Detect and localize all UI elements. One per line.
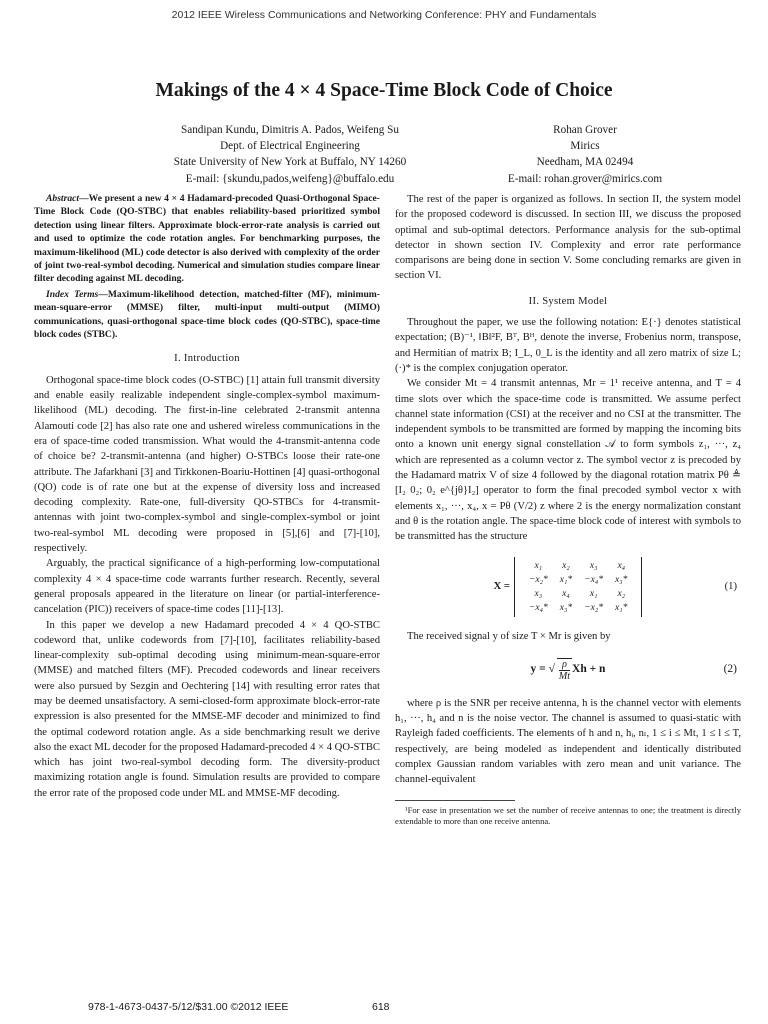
equation-2-lhs: y = (530, 663, 546, 676)
abstract-label: Abstract (46, 193, 80, 204)
sqrt-argument (557, 658, 572, 682)
intro-paragraph: Orthogonal space-time block codes (O-STBC) [1] attain full transmit diversity and enable easily realizable independent single-complex-symbol maximum-likelihood (ML) decoding. The first-in-line celebrated 2-transmit antenna Alamouti code [2] has also rate one and ushered wireless communications in the era of space-time coded transmission. What would the 4-transmit-antenna code of choice be? 2-transmit-antenna (and higher) O-STBCs loose their rate-one attribute. The Jafarkhani [3] and Tirkkonen-Boariu-Hottinen [4] quasi-orthogonal (QO) code is of rate one but at the expense of diversity loss and increased decoding complexity. Rate-one, full-diversity QO-STBCs for 4-transmit-antennas with joint two-complex-symbol and single-complex-symbol or joint two-real-symbol ML decoding were proposed in [5],[6] and [7]-[10], respectively. (34, 374, 380, 555)
right-column (395, 192, 741, 828)
intro-paragraph: In this paper we develop a new Hadamard precoded 4 × 4 QO-STBC codeword that, unlike codewords from [7]-[10], facilitates reliability-based linear-complexity sub-optimal decoding using minimum-mean-square-error (MMSE) and matched filters (MF). Precoded codewords and linear receivers were also pursued by Sezgin and Oechtering [14] with resulting error rates that may be deemed unsatisfactory. A semi-closed-form approximate block-error-rate expression is also presented for the MMSE-MF decoder and minimized to find the optimal codeword rotation angle. As a side benchmarking result we derive also the exact ML decoder for the proposed Hadamard-precoded 4 × 4 QO-STBC which has joint two-real-symbol decoding form. The diversity-product maximizing rotation angle is found. Simulation results are provided to compare the error rate of the proposed code under ML and MMSE-MF decoding. (34, 619, 380, 799)
matrix-cell: x₄ (562, 587, 570, 599)
abstract (34, 192, 380, 341)
matrix-cell: x₃* (559, 601, 573, 613)
matrix-row (523, 587, 634, 601)
equation-2 (395, 650, 741, 690)
fraction (559, 659, 570, 682)
matrix-cell: x₃ (534, 587, 543, 599)
codeword-matrix (514, 557, 643, 617)
matrix-cell: x₁* (615, 601, 628, 613)
matrix-row (523, 573, 634, 587)
index-terms-label: Index Terms (46, 288, 99, 300)
received-signal-paragraph: The received signal y of size T × Mr is given by (407, 630, 611, 642)
abstract-paragraph (34, 192, 380, 286)
fraction-denominator: Mt (558, 670, 571, 682)
outline-paragraph: The rest of the paper is organized as follows. In section II, the system model for the proposed codeword is discussed. In section III, we discuss the proposed optimal and sub-optimal detectors. Performance analysis for the sub-optimal detector in shown section IV. Complexity and error rate performance comparisons are being done in section V. Some concluding remarks are given in section VI. (395, 194, 741, 282)
conference-header: 2012 IEEE Wireless Communications and Networking Conference: PHY and Fundamentals (171, 9, 597, 21)
abstract-text: —We present a new 4 × 4 Hadamard-precoded Quasi-Orthogonal Space-Time Block Code (QO-STBC) that enables reliability-based prioritized symbol detection using linear filters. Approximate block-error-rate analysis is carried out and used to optimize the code rotation angles. For benchmarking purposes, the maximum-likelihood (ML) code detector is also derived with complexity of the order of joint two-real-symbol decoding. Numerical and simulation studies compare linear filter decoding against ML decoding. (34, 193, 380, 285)
author-block-2 (420, 122, 750, 187)
model-paragraph: We consider Mt = 4 transmit antennas, Mr = 1¹ receive antenna, and T = 4 time slots over which the space-time code is transmitted. We assume perfect channel state information (CSI) at the receiver and no CSI at the transmitter. The independent symbols to be transmitted are formed by mapping the incoming bits onto a known unit energy signal constellation 𝒜 to form symbols z₁, ···, z₄ which are represented as a column vector z. The symbol vector z is precoded by the Hadamard matrix V of size 4 followed by the diagonal rotation matrix Pθ ≜ [I₂ 0₂; 0₂ e^{jθ}I₂] operator to form the final precoded symbol vector x with elements x₁, ···, x₄, x = Pθ (V/2) z where 2 is the energy normalization constant and θ is the rotation angle. The space-time block code of interest with symbols to be transmitted has the structure (395, 378, 741, 543)
matrix-cell: x₃* (615, 573, 628, 585)
section-heading-introduction: I. Introduction (174, 353, 240, 365)
sqrt-symbol: √ (545, 663, 555, 676)
copyright-line: 978-1-4673-0437-5/12/$31.00 ©2012 IEEE (88, 1001, 289, 1013)
matrix-cell: x₃ (589, 559, 598, 571)
author-names: Sandipan Kundu, Dimitris A. Pados, Weifeng Su (181, 124, 399, 136)
footnote-divider (395, 800, 515, 801)
section-heading-system-model: II. System Model (528, 295, 608, 307)
equation-1 (395, 551, 741, 623)
author-dept: Mirics (570, 140, 600, 153)
author-email: E-mail: rohan.grover@mirics.com (507, 172, 663, 185)
author-org: State University of New York at Buffalo, NY 14260 (173, 156, 407, 169)
equation-number: (2) (723, 663, 737, 676)
matrix-cell: x₂ (562, 559, 570, 571)
matrix-cell: x₂ (617, 587, 626, 599)
codeword-matrix-table (523, 559, 634, 615)
matrix-cell: x₁* (559, 573, 573, 585)
matrix-cell: x₄ (617, 559, 626, 571)
notation-paragraph: Throughout the paper, we use the following notation: E{·} denotes statistical expectation; (B)⁻¹, ‖B‖²F, Bᵀ, Bᴴ, denote the inverse, Frobenius norm, transpose, and Hermitian of matrix B; I_L, 0_L is the identity and all zero matrix of size L; (·)* is the complex conjugation operator. (395, 317, 741, 374)
author-email: E-mail: {skundu,pados,weifeng}@buffalo.edu (185, 172, 395, 185)
paper-title: Makings of the 4 × 4 Space-Time Block Code of Choice (155, 80, 613, 101)
channel-paragraph: where ρ is the SNR per receive antenna, h is the channel vector with elements h₁, ···, h₄ and n is the noise vector. The channel is assumed to quasi-static with Rayleigh faded coefficients. The elements of h and n, hᵢ, nₗ, 1 ≤ i ≤ Mt, 1 ≤ l ≤ T, respectively, are being modeled as independent and identically distributed complex Gaussian random variables with zero mean and unit variance. The channel-equivalent (395, 697, 741, 786)
matrix-cell: −x₂* (528, 573, 548, 585)
matrix-row (523, 601, 634, 615)
fraction-numerator: ρ (559, 659, 570, 671)
equation-1-lhs: X = (493, 580, 510, 592)
matrix-cell: x₁ (589, 587, 598, 599)
intro-paragraph: Arguably, the practical significance of a high-performing low-computational complexity 4 × 4 space-time code warrants further research. Recently, several general proposals appeared in the literature on linear (or partial-interference-cancelation (PIC)) receivers of space-time codes [11]-[13]. (34, 558, 380, 616)
matrix-cell: −x₄* (528, 601, 548, 613)
matrix-cell: x₁ (534, 559, 543, 571)
matrix-cell: −x₂* (584, 601, 604, 613)
author-names: Rohan Grover (553, 124, 617, 136)
matrix-cell: −x₄* (584, 573, 604, 585)
equation-number: (1) (724, 580, 737, 592)
index-terms-text: —Maximum-likelihood detection, matched-filter (MF), minimum-mean-square-error (MMSE) filter, multi-input multi-output (MIMO) communications, quasi-orthogonal space-time block codes (QO-STBC), space-time block codes (STBC). (34, 288, 380, 341)
page-number: 618 (372, 1001, 390, 1013)
footnote: ¹For ease in presentation we set the number of receive antennas to one; the treatment is directly extendable to more than one receive antenna. (395, 804, 741, 827)
equation-2-rhs: Xh + n (572, 663, 606, 676)
left-column (34, 192, 380, 801)
index-terms (34, 288, 380, 342)
matrix-row (523, 559, 634, 573)
author-org: Needham, MA 02494 (536, 156, 634, 169)
author-dept: Dept. of Electrical Engineering (220, 140, 360, 153)
